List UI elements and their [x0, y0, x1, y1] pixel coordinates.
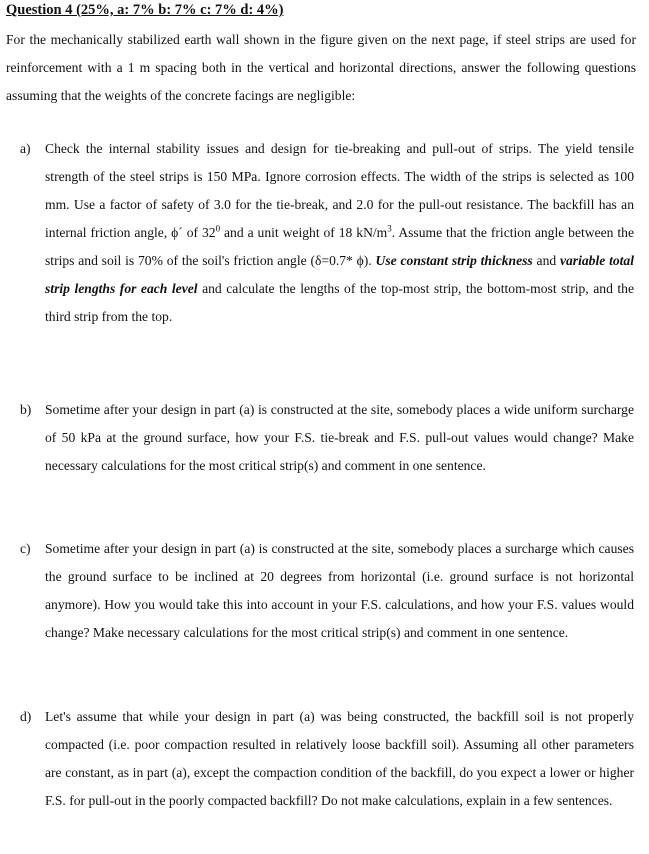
part-b-text: Sometime after your design in part (a) is constructed at the site, somebody places a wide uniform surcharge of 50 kPa at the ground surface, how your F.S. tie-break and F.S. pull-out values would change? Make necessary calculations for the most critical strip(s) and comment in one sentence. [45, 402, 634, 473]
part-d [20, 703, 634, 815]
emphasis-constant-thickness: Use constant strip thickness [375, 253, 533, 268]
part-d-label: d) [20, 709, 32, 724]
part-d-text: Let's assume that while your design in part (a) was being constructed, the backfill soil is not properly compacted (i.e. poor compaction resulted in relatively loose backfill soil). Assuming all other parameters are constant, as in part (a), except the compaction condition of the backfill, do you expect a lower or higher F.S. for pull-out in the poorly compacted backfill? Do not make calculations, explain in a few sentences. [45, 709, 634, 808]
part-c-label: c) [20, 541, 31, 556]
part-c-text: Sometime after your design in part (a) is constructed at the site, somebody places a surcharge which causes the ground surface to be inclined at 20 degrees from horizontal (i.e. ground surface is not horizontal anymore). How you would take this into account in your F.S. calculations, and how your F.S. values would change? Make necessary calculations for the most critical strip(s) and comment in one sentence. [45, 541, 634, 640]
part-a-label: a) [20, 141, 31, 156]
emphasis-variable-lengths: variable total strip lengths for each level [45, 253, 634, 296]
part-a-text: Check the internal stability issues and design for tie-breaking and pull-out of strips. The yield tensile strength of the steel strips is 150 MPa. Ignore corrosion effects. The width of the strips is selected as 100 mm. Use a factor of safety of 3.0 for the tie-break, and 2.0 for the pull-out resistance. The backfill has an internal friction angle, ϕ´ of $32^0$ and a unit weight of 18 $kN/m^3$. Assume that the friction angle between the strips and soil is 70% of the soil's friction angle (δ=0.7* ϕ). Use constant strip thickness and variable total strip lengths for each level and calculate the lengths of the top-most strip, the bottom-most strip, and the third strip from the top. [45, 141, 635, 324]
part-b [20, 396, 634, 480]
question-heading: Question 4 (25%, a: 7% b: 7% c: 7% d: 4%) [6, 2, 284, 18]
part-c [20, 535, 634, 647]
part-a [20, 135, 634, 331]
question-intro: For the mechanically stabilized earth wall shown in the figure given on the next page, if steel strips are used for reinforcement with a 1 m spacing both in the vertical and horizontal directions, answer the following questions assuming that the weights of the concrete facings are negligible: [6, 32, 636, 103]
part-b-label: b) [20, 402, 32, 417]
